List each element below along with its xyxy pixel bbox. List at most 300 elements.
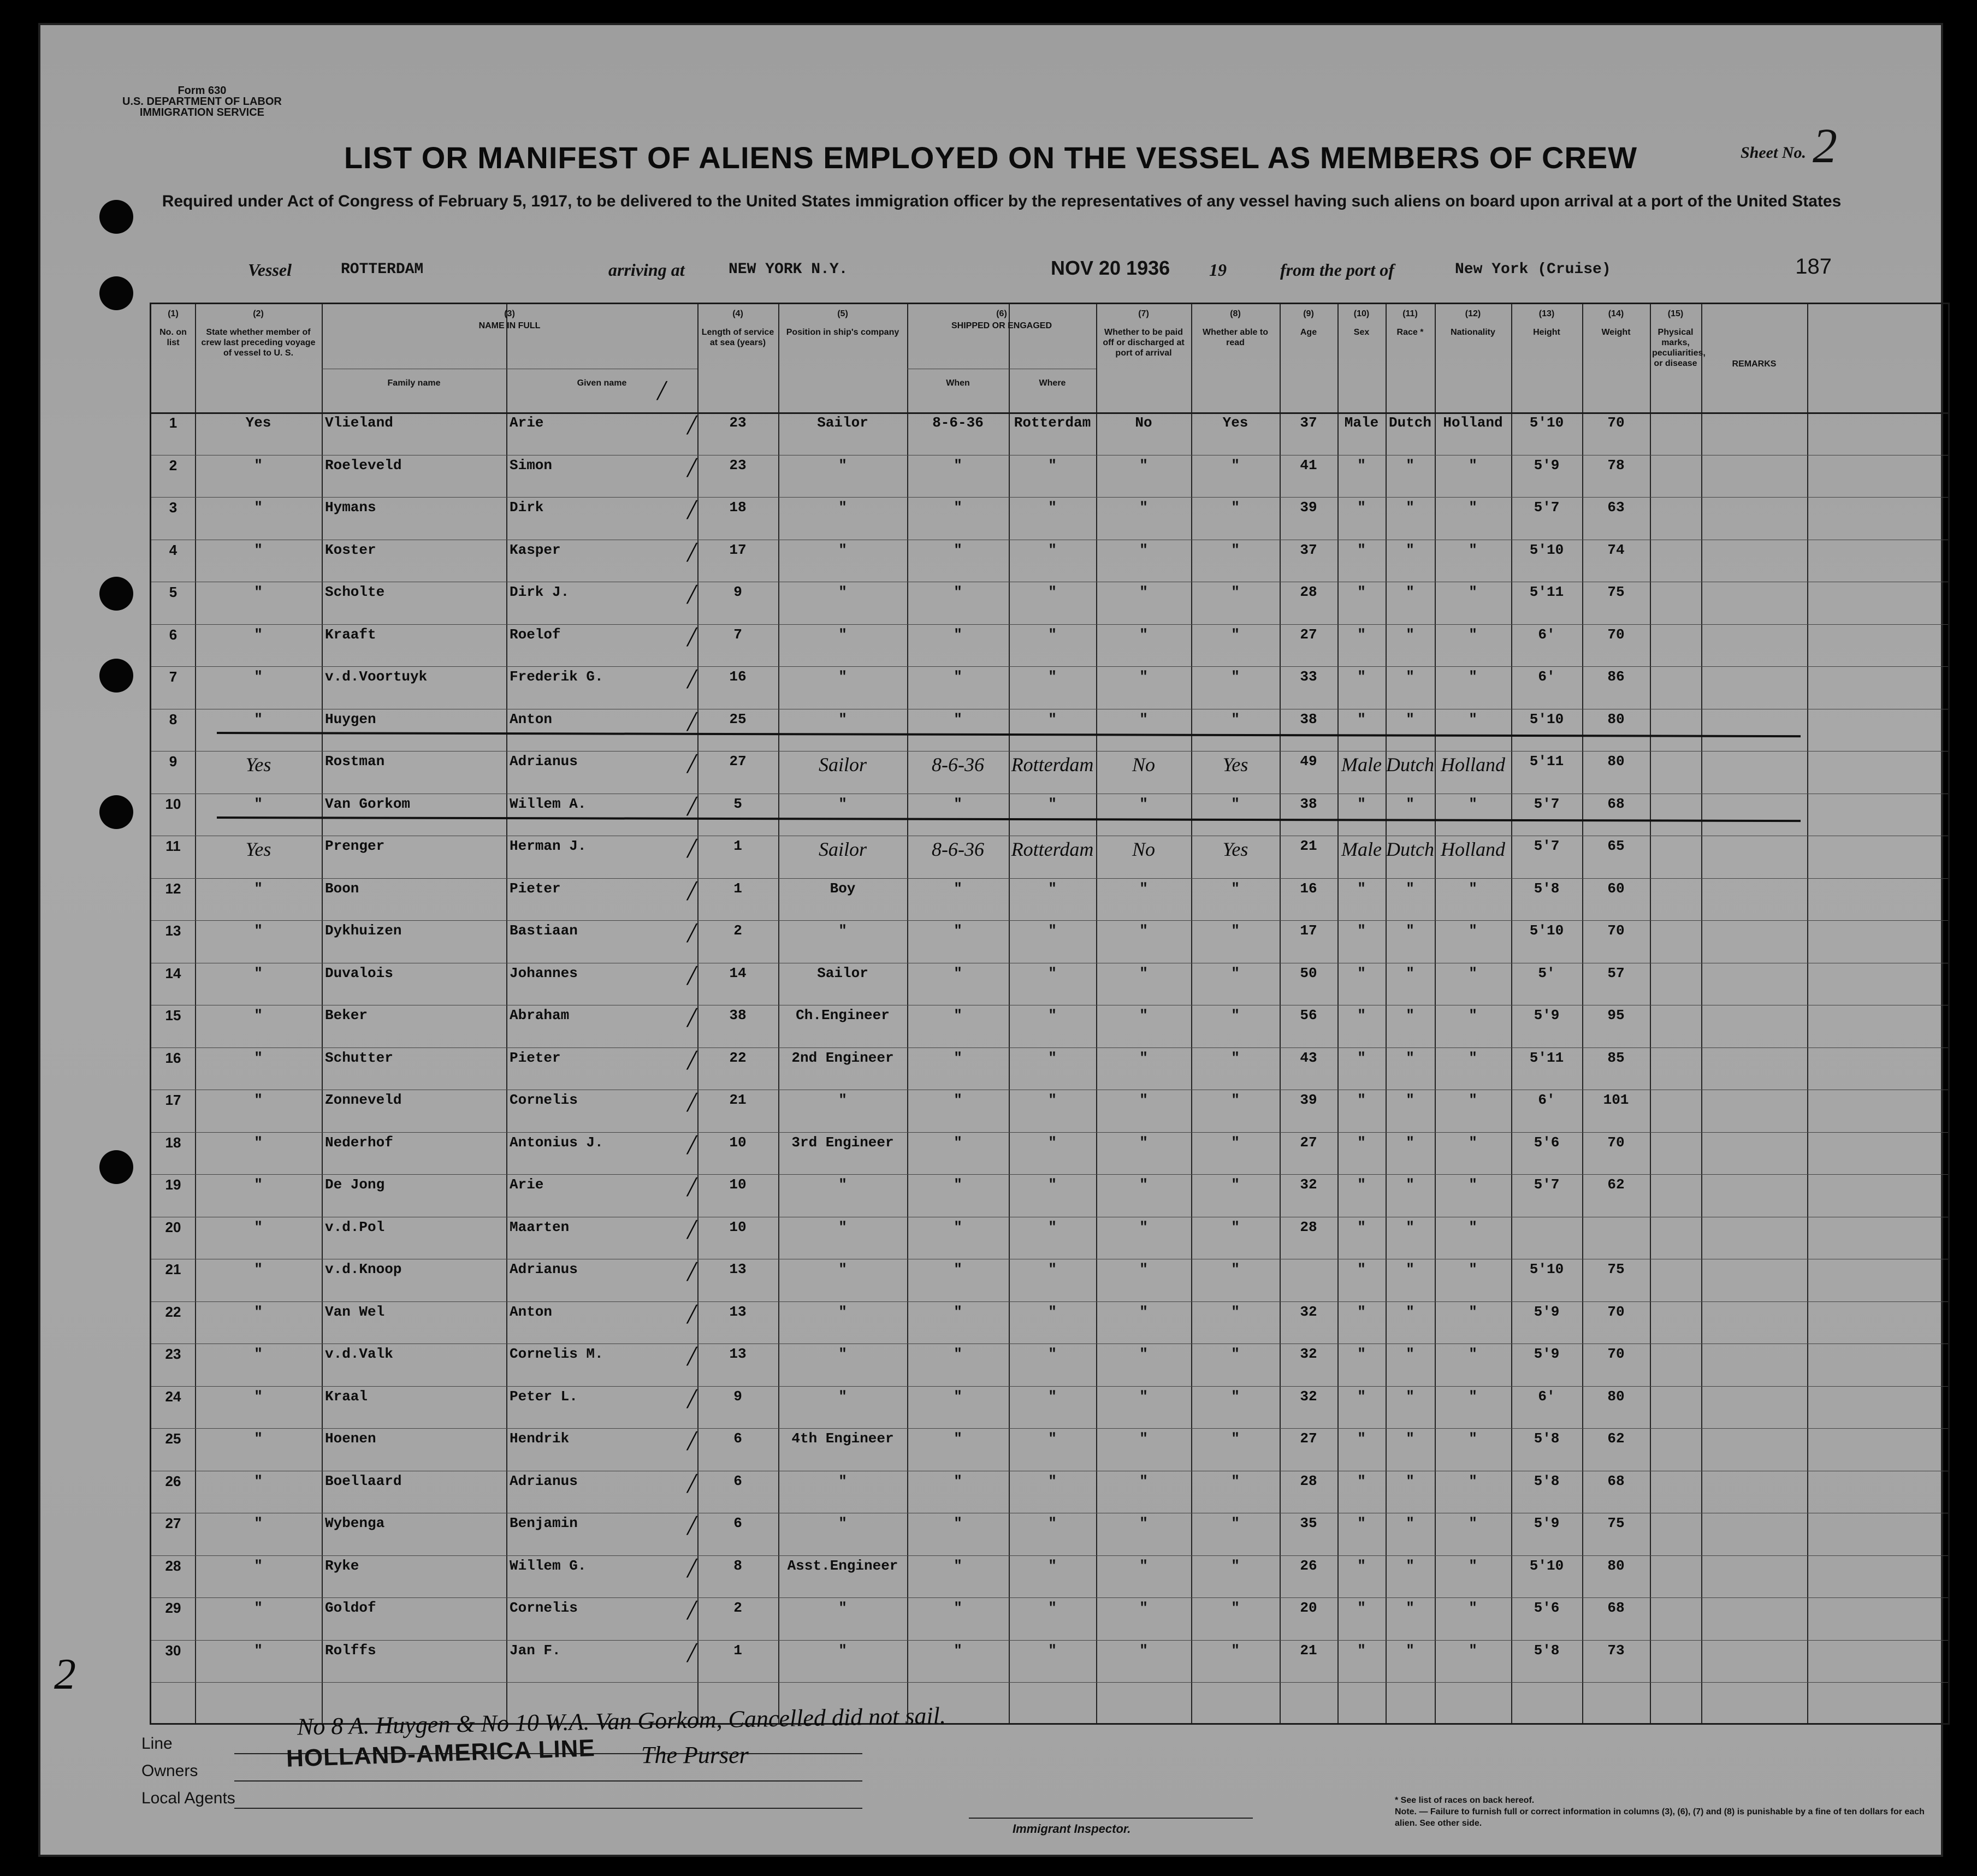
punch-hole	[99, 795, 133, 829]
cell-when: "	[954, 964, 962, 981]
cell-where: "	[1048, 541, 1057, 558]
cell-given: Arie	[510, 1176, 544, 1193]
cell-when: "	[954, 1134, 962, 1151]
cell-age: 38	[1300, 711, 1317, 727]
cell-when: "	[954, 1092, 962, 1108]
cell-prev: "	[254, 584, 263, 600]
cell-race: "	[1406, 1515, 1414, 1531]
cell-prev: "	[254, 795, 263, 812]
cell-read: "	[1231, 1515, 1240, 1531]
cell-given: Dirk J.	[510, 584, 570, 600]
cell-age: 21	[1300, 838, 1317, 854]
cell-where: "	[1048, 584, 1057, 600]
cell-height: 5'10	[1529, 1261, 1564, 1277]
cell-position: "	[838, 1515, 847, 1531]
cell-sex: "	[1357, 668, 1366, 685]
cell-sex: "	[1357, 1642, 1366, 1659]
cell-weight: 75	[1607, 1261, 1625, 1277]
cell-position: "	[838, 1388, 847, 1405]
column-header: Whether able to read	[1202, 328, 1268, 347]
cell-weight: 75	[1607, 584, 1625, 600]
cell-service: 2	[733, 922, 742, 939]
column-number: (10)	[1353, 309, 1370, 318]
column-number: (3)	[504, 309, 515, 318]
cell-height: 5'9	[1534, 1346, 1560, 1362]
column-header: Where	[1039, 378, 1066, 388]
cell-no: 14	[165, 964, 181, 981]
cell-when: "	[954, 1261, 962, 1277]
cell-prev: "	[254, 1218, 263, 1235]
cell-given: Benjamin	[510, 1515, 578, 1531]
cell-height: 5'11	[1529, 584, 1564, 600]
service-tick-mark: /	[658, 375, 666, 406]
from-port: New York (Cruise)	[1455, 261, 1611, 278]
cell-prev: "	[254, 1176, 263, 1193]
service-tick-mark: /	[688, 918, 696, 949]
cell-position: "	[838, 499, 847, 516]
cell-when: "	[954, 626, 962, 643]
cell-no: 18	[165, 1134, 181, 1151]
cell-service: 6	[733, 1515, 742, 1531]
cell-family: Van Wel	[325, 1303, 385, 1320]
column-header: Whether to be paid off or discharged at port of arrival	[1103, 328, 1185, 358]
cell-paid: "	[1139, 1642, 1148, 1659]
service-tick-mark: /	[688, 1214, 696, 1245]
cell-read: "	[1231, 1007, 1240, 1023]
sheet-value: 2	[1813, 119, 1837, 173]
cell-nat: "	[1469, 1600, 1477, 1616]
cell-sex: "	[1357, 1600, 1366, 1616]
cell-service: 6	[733, 1430, 742, 1447]
cell-service: 13	[729, 1261, 747, 1277]
cell-nat: "	[1469, 880, 1477, 897]
cell-sex: "	[1357, 1388, 1366, 1405]
cell-nat: "	[1469, 1134, 1477, 1151]
cell-nat: "	[1469, 795, 1477, 812]
cell-position: "	[838, 1261, 847, 1277]
cell-position: "	[838, 541, 847, 558]
vessel-label: Vessel	[248, 260, 292, 280]
cell-family: Rolffs	[325, 1642, 376, 1659]
cell-paid: "	[1139, 922, 1148, 939]
cell-family: Boellaard	[325, 1472, 402, 1489]
cell-given: Pieter	[510, 1049, 561, 1066]
cell-family: v.d.Valk	[325, 1346, 393, 1362]
cell-sex: "	[1357, 457, 1366, 474]
cell-position: "	[838, 1218, 847, 1235]
cell-height: 5'6	[1534, 1600, 1560, 1616]
cell-read: "	[1231, 1049, 1240, 1066]
column-header: When	[946, 378, 970, 388]
cell-no: 27	[165, 1515, 181, 1531]
cell-weight: 70	[1607, 415, 1625, 431]
column-header: Weight	[1601, 328, 1631, 337]
cell-no: 29	[165, 1600, 181, 1616]
page-subtitle: Required under Act of Congress of February 5, 1917, to be delivered to the United States immigration officer by the representatives of any vessel having such aliens on board upon arrival at a port of the United States	[162, 192, 1842, 210]
cell-paid: "	[1139, 880, 1148, 897]
cell-age: 33	[1300, 668, 1317, 685]
cell-sex: "	[1357, 711, 1366, 727]
service: IMMIGRATION SERVICE	[139, 106, 265, 119]
cell-when: "	[954, 457, 962, 474]
cell-race: "	[1406, 1261, 1414, 1277]
cell-paid: "	[1139, 711, 1148, 727]
cell-sex: Male	[1341, 838, 1382, 860]
cell-weight: 95	[1607, 1007, 1625, 1023]
cell-read: "	[1231, 964, 1240, 981]
cell-weight: 70	[1607, 1134, 1625, 1151]
cell-paid: "	[1139, 457, 1148, 474]
cell-position: 2nd Engineer	[791, 1049, 894, 1066]
cell-prev: "	[254, 457, 263, 474]
cell-where: "	[1048, 711, 1057, 727]
cell-race: "	[1406, 457, 1414, 474]
cell-paid: No	[1132, 838, 1155, 860]
cell-weight: 70	[1607, 922, 1625, 939]
column-header: Position in ship's company	[786, 328, 899, 337]
cell-age: 21	[1300, 1642, 1317, 1659]
cell-position: "	[838, 795, 847, 812]
column-header: Physical marks, peculiarities, or disease	[1652, 328, 1706, 368]
cell-height	[1511, 1219, 1582, 1261]
cell-no: 22	[165, 1303, 181, 1320]
cell-position: Sailor	[818, 754, 867, 776]
cell-weight: 73	[1607, 1642, 1625, 1659]
cell-when: "	[954, 1472, 962, 1489]
column-number: (13)	[1538, 309, 1555, 318]
cell-position: "	[838, 584, 847, 600]
cell-service: 10	[729, 1134, 747, 1151]
cell-read: "	[1231, 1430, 1240, 1447]
cell-read: "	[1231, 1218, 1240, 1235]
cell-sex: "	[1357, 499, 1366, 516]
service-tick-mark: /	[688, 1002, 696, 1033]
cell-paid: "	[1139, 1388, 1148, 1405]
cell-when: "	[954, 1218, 962, 1235]
cell-position: Sailor	[817, 415, 868, 431]
cell-prev: "	[254, 1346, 263, 1362]
cell-no: 5	[169, 584, 177, 600]
cell-weight: 80	[1607, 1388, 1625, 1405]
cell-sex: "	[1357, 964, 1366, 981]
cell-where: Rotterdam	[1011, 754, 1094, 776]
cell-given: Maarten	[510, 1218, 570, 1235]
cell-service: 13	[729, 1346, 747, 1362]
service-tick-mark: /	[688, 1552, 696, 1584]
cell-read: "	[1231, 541, 1240, 558]
cell-where: "	[1048, 1557, 1057, 1574]
column-number: (9)	[1303, 309, 1314, 318]
cell-age: 28	[1300, 584, 1317, 600]
cell-age: 28	[1300, 1472, 1317, 1489]
cell-read: "	[1231, 795, 1240, 812]
sheet-label: Sheet No.	[1741, 144, 1806, 162]
service-tick-mark: /	[688, 664, 696, 695]
cell-race: "	[1406, 1346, 1414, 1362]
footnote-note: Note. — Failure to furnish full or correct information in columns (3), (6), (7) and (8) is punishable by a fine of ten dollars for each alien. See other side.	[1395, 1807, 1925, 1828]
cell-given: Herman J.	[510, 838, 587, 854]
cell-nat: "	[1469, 626, 1477, 643]
department: U.S. DEPARTMENT OF LABOR	[122, 96, 282, 108]
cell-given: Willem A.	[510, 795, 587, 812]
cell-sex: Male	[1344, 415, 1379, 431]
cell-given: Adrianus	[510, 753, 578, 770]
cell-read: "	[1231, 1092, 1240, 1108]
cell-paid: "	[1139, 1007, 1148, 1023]
cell-race: "	[1406, 1049, 1414, 1066]
cell-position: Ch.Engineer	[796, 1007, 890, 1023]
column-header: Sex	[1353, 328, 1370, 337]
service-tick-mark: /	[688, 494, 696, 525]
service-tick-mark: /	[688, 1256, 696, 1287]
cell-nat: "	[1469, 1346, 1477, 1362]
cell-where: "	[1048, 1388, 1057, 1405]
cell-nat: "	[1469, 584, 1477, 600]
cell-age: 32	[1300, 1388, 1317, 1405]
cell-where: "	[1048, 880, 1057, 897]
cell-no: 23	[165, 1346, 181, 1362]
column-header: NAME IN FULL	[478, 321, 541, 330]
cell-weight: 57	[1607, 964, 1625, 981]
cell-service: 1	[733, 880, 742, 897]
cell-given: Peter L.	[510, 1388, 578, 1405]
column-number: (15)	[1667, 309, 1684, 318]
cell-service: 9	[733, 584, 742, 600]
cell-where: Rotterdam	[1014, 415, 1091, 431]
cell-height: 5'8	[1534, 1472, 1560, 1489]
cell-nat: "	[1469, 964, 1477, 981]
cell-race: "	[1406, 626, 1414, 643]
manifest-number: 187	[1795, 255, 1832, 279]
cell-family: Dykhuizen	[325, 922, 402, 939]
cell-family: Hymans	[325, 499, 376, 516]
cell-read: "	[1231, 1642, 1240, 1659]
cell-read: "	[1231, 880, 1240, 897]
cell-where: "	[1048, 1430, 1057, 1447]
cell-race: "	[1406, 668, 1414, 685]
cell-service: 22	[729, 1049, 747, 1066]
cell-sex: "	[1357, 1557, 1366, 1574]
cell-nat: "	[1469, 1092, 1477, 1108]
cell-height: 5'7	[1534, 838, 1560, 854]
cell-position: "	[838, 1346, 847, 1362]
cell-read: "	[1231, 922, 1240, 939]
cell-nat: Holland	[1443, 415, 1503, 431]
service-tick-mark: /	[688, 410, 696, 441]
cell-nat: Holland	[1440, 838, 1505, 860]
cell-service: 9	[733, 1388, 742, 1405]
cell-position: "	[838, 1642, 847, 1659]
cell-no: 12	[165, 880, 181, 897]
cell-when: "	[954, 880, 962, 897]
cell-nat: "	[1469, 541, 1477, 558]
cell-read: "	[1231, 1472, 1240, 1489]
cell-height: 5'10	[1529, 922, 1564, 939]
cell-when: "	[954, 1346, 962, 1362]
cell-position: 4th Engineer	[791, 1430, 894, 1447]
column-divider	[1807, 304, 1808, 1723]
cell-when: "	[954, 1557, 962, 1574]
cell-when: "	[954, 1600, 962, 1616]
cell-nat: "	[1469, 1430, 1477, 1447]
cell-nat: "	[1469, 1388, 1477, 1405]
cell-weight: 63	[1607, 499, 1625, 516]
cell-where: "	[1048, 1176, 1057, 1193]
cell-read: "	[1231, 584, 1240, 600]
cell-age: 28	[1300, 1218, 1317, 1235]
cell-family: Duvalois	[325, 964, 393, 981]
cell-weight: 68	[1607, 795, 1625, 812]
cell-age: 43	[1300, 1049, 1317, 1066]
cell-paid: "	[1139, 1557, 1148, 1574]
cell-weight: 80	[1607, 711, 1625, 727]
cell-height: 5'7	[1534, 1176, 1560, 1193]
service-tick-mark: /	[688, 790, 696, 822]
cell-paid: "	[1139, 1472, 1148, 1489]
cell-prev: "	[254, 541, 263, 558]
cell-read: "	[1231, 457, 1240, 474]
cell-race: "	[1406, 1176, 1414, 1193]
column-header: Race *	[1396, 328, 1424, 337]
cell-age: 17	[1300, 922, 1317, 939]
crew-table	[150, 303, 1950, 1725]
cell-given: Adrianus	[510, 1261, 578, 1277]
manifest-sheet	[38, 23, 1943, 1857]
column-header: SHIPPED OR ENGAGED	[951, 321, 1052, 330]
cell-age: 16	[1300, 880, 1317, 897]
cell-when: "	[954, 711, 962, 727]
cell-paid: "	[1139, 499, 1148, 516]
cell-prev: "	[254, 711, 263, 727]
cell-read: "	[1231, 1388, 1240, 1405]
cell-prev: "	[254, 1092, 263, 1108]
arriving-label: arriving at	[608, 260, 685, 280]
cell-given: Bastiaan	[510, 922, 578, 939]
cell-no: 1	[169, 415, 177, 431]
cell-weight: 68	[1607, 1472, 1625, 1489]
line-label: Line	[141, 1735, 173, 1753]
cell-where: "	[1048, 668, 1057, 685]
cell-family: De Jong	[325, 1176, 385, 1193]
cell-prev: "	[254, 1007, 263, 1023]
cell-nat: "	[1469, 1049, 1477, 1066]
cell-service: 13	[729, 1303, 747, 1320]
cell-no: 25	[165, 1430, 181, 1447]
cell-read: Yes	[1222, 838, 1248, 860]
column-number: (1)	[168, 309, 179, 318]
cell-when: "	[954, 1515, 962, 1531]
cell-no: 26	[165, 1472, 181, 1489]
cell-sex: "	[1357, 1472, 1366, 1489]
cell-when: "	[954, 795, 962, 812]
cell-service: 21	[729, 1092, 747, 1108]
cell-prev: "	[254, 1303, 263, 1320]
cell-position: "	[838, 1303, 847, 1320]
service-tick-mark: /	[688, 833, 696, 864]
service-tick-mark: /	[688, 1467, 696, 1499]
cell-age: 49	[1300, 753, 1317, 770]
cell-age: 37	[1300, 541, 1317, 558]
cell-position: "	[838, 457, 847, 474]
cell-no: 6	[169, 626, 177, 643]
column-divider	[1701, 304, 1702, 1723]
service-tick-mark: /	[688, 452, 696, 483]
cell-nat: "	[1469, 1261, 1477, 1277]
cell-family: Rostman	[325, 753, 385, 770]
cell-read: "	[1231, 711, 1240, 727]
cell-prev: "	[254, 1049, 263, 1066]
cell-height: 5'10	[1529, 711, 1564, 727]
cell-service: 5	[733, 795, 742, 812]
cell-position: Asst.Engineer	[787, 1557, 898, 1574]
cell-when: 8-6-36	[932, 754, 984, 776]
service-tick-mark: /	[688, 1171, 696, 1203]
cell-height: 6'	[1538, 1092, 1555, 1108]
cell-where: "	[1048, 1642, 1057, 1659]
cell-given: Anton	[510, 1303, 553, 1320]
cell-paid: "	[1139, 668, 1148, 685]
cell-prev: "	[254, 1261, 263, 1277]
cell-age: 41	[1300, 457, 1317, 474]
cell-read: "	[1231, 668, 1240, 685]
punch-hole	[99, 577, 133, 611]
cell-weight: 74	[1607, 541, 1625, 558]
cell-race: "	[1406, 1303, 1414, 1320]
cell-sex: "	[1357, 626, 1366, 643]
header-divider	[151, 412, 1948, 414]
cell-nat: "	[1469, 711, 1477, 727]
cell-race: "	[1406, 1092, 1414, 1108]
cancellation-note: No 8 A. Huygen & No 10 W.A. Van Gorkom, Cancelled did not sail.	[297, 1702, 946, 1741]
cell-weight: 70	[1607, 626, 1625, 643]
cell-height: 5'8	[1534, 1430, 1560, 1447]
cell-nat: "	[1469, 457, 1477, 474]
cell-given: Cornelis	[510, 1600, 578, 1616]
cell-service: 23	[729, 415, 747, 431]
punch-hole	[99, 200, 133, 234]
cell-race: "	[1406, 1430, 1414, 1447]
cell-prev: "	[254, 1388, 263, 1405]
cell-sex: "	[1357, 880, 1366, 897]
cell-weight: 75	[1607, 1515, 1625, 1531]
cell-read: "	[1231, 499, 1240, 516]
cell-where: "	[1048, 922, 1057, 939]
cell-height: 5'8	[1534, 880, 1560, 897]
cell-where: Rotterdam	[1011, 838, 1094, 860]
form-header	[122, 85, 282, 118]
cell-weight: 60	[1607, 880, 1625, 897]
cell-age	[1280, 1261, 1337, 1303]
cell-sex: "	[1357, 1176, 1366, 1193]
cell-race: "	[1406, 499, 1414, 516]
cell-nat: "	[1469, 922, 1477, 939]
cell-family: Hoenen	[325, 1430, 376, 1447]
cell-height: 5'7	[1534, 499, 1560, 516]
cell-read: "	[1231, 1134, 1240, 1151]
cell-no: 28	[165, 1557, 181, 1574]
service-tick-mark: /	[688, 875, 696, 907]
cell-weight: 85	[1607, 1049, 1625, 1066]
column-number: (6)	[996, 309, 1007, 318]
cell-read: "	[1231, 1600, 1240, 1616]
from-port-label: from the port of	[1280, 260, 1394, 280]
cell-weight: 101	[1603, 1092, 1629, 1108]
cell-family: Boon	[325, 880, 359, 897]
cell-weight: 80	[1607, 1557, 1625, 1574]
cell-family: v.d.Pol	[325, 1218, 385, 1235]
cell-nat: "	[1469, 1007, 1477, 1023]
cell-race: "	[1406, 964, 1414, 981]
